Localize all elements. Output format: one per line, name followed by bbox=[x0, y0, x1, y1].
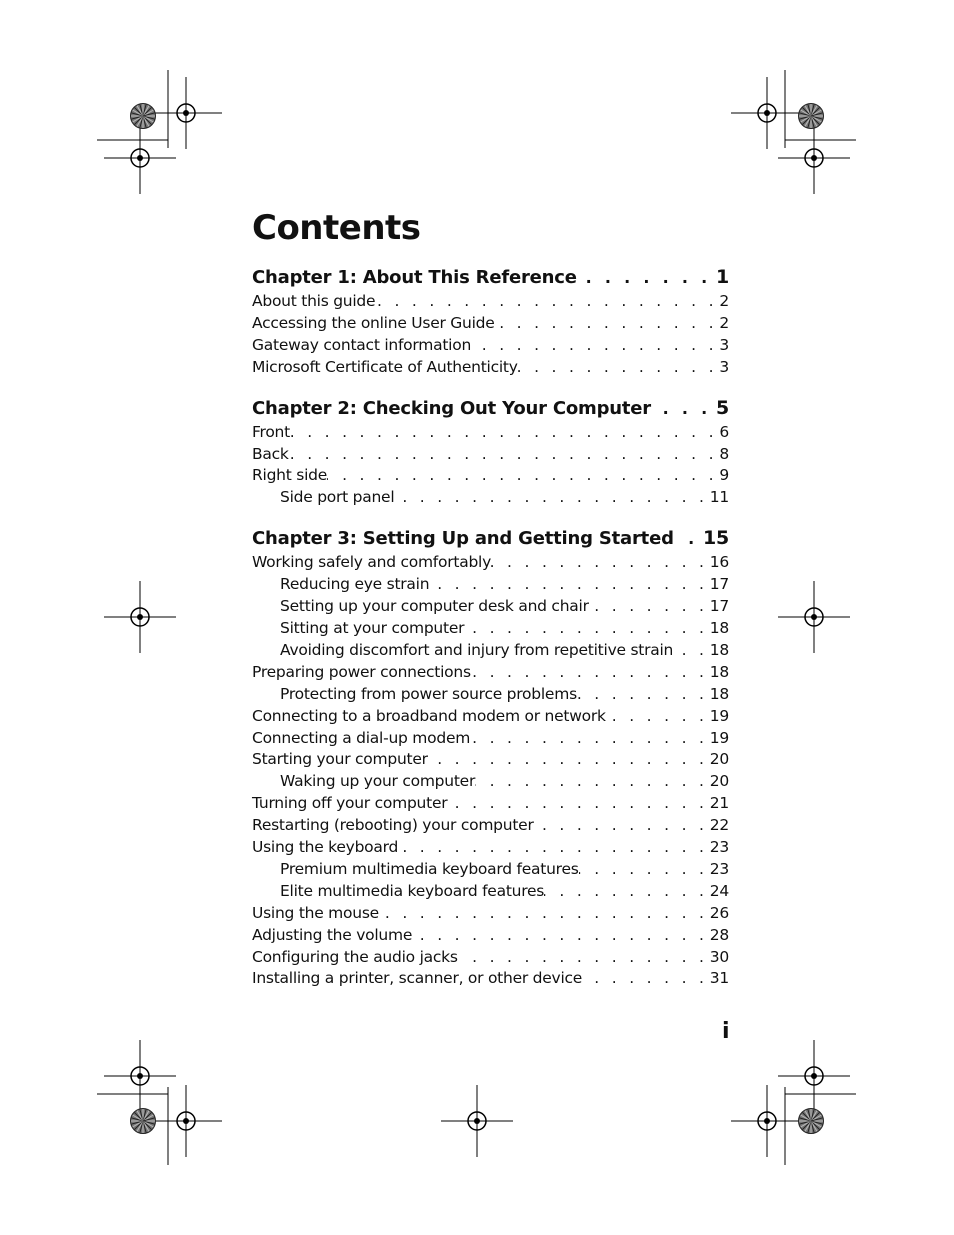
dot-leader bbox=[475, 771, 708, 793]
toc-entry-page: 20 bbox=[709, 750, 729, 769]
toc-entry-page: 19 bbox=[709, 706, 729, 725]
toc-entry-title: Starting your computer bbox=[252, 750, 428, 769]
dot-leader bbox=[577, 266, 711, 290]
toc-entry-page: 8 bbox=[719, 444, 729, 463]
registration-target-dot bbox=[811, 614, 817, 620]
toc-entry[interactable] bbox=[252, 422, 729, 444]
toc-entry[interactable] bbox=[252, 968, 729, 990]
toc-entry-page: 28 bbox=[709, 925, 729, 944]
toc-entry[interactable] bbox=[252, 706, 729, 728]
toc-entry-title: Reducing eye strain bbox=[280, 575, 430, 594]
toc-entry[interactable] bbox=[252, 487, 729, 509]
toc-entry-page: 16 bbox=[709, 553, 729, 572]
dot-leader bbox=[674, 527, 698, 551]
toc-entry-title: Waking up your computer bbox=[280, 772, 476, 791]
toc-entry-title: Connecting to a broadband modem or network bbox=[252, 706, 606, 725]
toc-chapter-heading[interactable] bbox=[252, 265, 729, 290]
registration-target-dot bbox=[183, 1118, 189, 1124]
chapter-page: 5 bbox=[715, 396, 729, 419]
toc-entry-page: 18 bbox=[709, 684, 729, 703]
chapter-number: Chapter 1: bbox=[252, 267, 357, 288]
toc-entry-title: Using the mouse bbox=[252, 903, 379, 922]
toc-entry-page: 26 bbox=[709, 903, 729, 922]
toc-entry-page: 2 bbox=[719, 292, 729, 310]
dot-leader bbox=[327, 465, 717, 487]
toc-entry-page: 3 bbox=[719, 335, 729, 354]
toc-entry[interactable] bbox=[252, 444, 729, 466]
toc-entry-title: Installing a printer, scanner, or other device bbox=[252, 969, 583, 988]
dot-leader bbox=[470, 728, 708, 750]
toc-entry-title: Back bbox=[252, 444, 289, 463]
toc-entry-title: Accessing the online User Guide bbox=[252, 313, 495, 332]
toc-entry[interactable] bbox=[252, 771, 729, 793]
toc-entry-title: Connecting a dial-up modem bbox=[252, 728, 471, 747]
toc-entry-page: 18 bbox=[709, 618, 729, 637]
toc-entry[interactable] bbox=[252, 903, 729, 925]
toc-entry-title: About this guide bbox=[252, 292, 376, 310]
toc-entry-page: 23 bbox=[709, 838, 729, 857]
chapter-number: Chapter 3: bbox=[252, 528, 357, 550]
toc-chapter-group bbox=[252, 265, 729, 379]
toc-entry-title: Restarting (rebooting) your computer bbox=[252, 816, 534, 835]
dot-leader bbox=[534, 815, 708, 837]
dot-leader bbox=[491, 552, 708, 574]
toc-entry[interactable] bbox=[252, 618, 729, 640]
toc-entry-page: 19 bbox=[709, 728, 729, 747]
dot-leader bbox=[471, 662, 708, 684]
toc-entry-title: Microsoft Certificate of Authenticity bbox=[252, 357, 518, 376]
registration-target-dot bbox=[811, 155, 817, 161]
dot-leader bbox=[394, 487, 707, 509]
toc-entry[interactable] bbox=[252, 574, 729, 596]
toc-entry[interactable] bbox=[252, 662, 729, 684]
dot-leader bbox=[447, 793, 707, 815]
toc-chapter-heading[interactable] bbox=[252, 526, 729, 551]
toc-entry[interactable] bbox=[252, 335, 729, 357]
chapter-title: Checking Out Your Computer bbox=[362, 397, 651, 419]
dot-leader bbox=[518, 357, 718, 379]
toc-entry-title: Side port panel bbox=[280, 488, 395, 507]
toc-entry-page: 24 bbox=[709, 881, 729, 900]
toc-entry-title: Front bbox=[252, 422, 290, 441]
toc-entry-title: Working safely and comfortably bbox=[252, 553, 492, 572]
dot-leader bbox=[651, 397, 711, 421]
toc-entry-page: 9 bbox=[719, 466, 729, 485]
toc-entry[interactable] bbox=[252, 925, 729, 947]
dot-leader bbox=[544, 881, 708, 903]
registration-target-dot bbox=[137, 614, 143, 620]
chapter-number: Chapter 2: bbox=[252, 397, 357, 419]
toc-entry[interactable] bbox=[252, 859, 729, 881]
toc-entry[interactable] bbox=[252, 815, 729, 837]
toc-entry[interactable] bbox=[252, 640, 729, 662]
toc-entry-title: Sitting at your computer bbox=[280, 618, 465, 637]
dot-leader bbox=[398, 837, 708, 859]
registration-target-dot bbox=[811, 1073, 817, 1079]
toc-entry-page: 23 bbox=[709, 859, 729, 878]
dot-leader bbox=[428, 749, 708, 771]
toc-entry-title: Avoiding discomfort and injury from repetitive strain bbox=[280, 640, 674, 659]
toc-entry-page: 6 bbox=[719, 422, 729, 441]
table-of-contents bbox=[252, 265, 729, 990]
toc-entry[interactable] bbox=[252, 793, 729, 815]
toc-chapter-group bbox=[252, 396, 729, 510]
dot-leader bbox=[495, 313, 718, 335]
toc-entry-title: Premium multimedia keyboard features bbox=[280, 859, 579, 878]
toc-entry-title: Setting up your computer desk and chair bbox=[280, 597, 589, 616]
dot-leader bbox=[375, 291, 717, 313]
chapter-title: About This Reference bbox=[362, 267, 577, 288]
toc-chapter-group bbox=[252, 526, 729, 990]
toc-entry-page: 31 bbox=[709, 969, 729, 988]
toc-entry-page: 18 bbox=[709, 662, 729, 681]
chapter-page: 1 bbox=[715, 266, 729, 288]
dot-leader bbox=[577, 684, 708, 706]
dot-leader bbox=[289, 444, 718, 466]
toc-entry-title: Protecting from power source problems bbox=[280, 684, 577, 703]
dot-leader bbox=[582, 968, 708, 990]
registration-target-dot bbox=[764, 110, 770, 116]
toc-chapter-heading[interactable] bbox=[252, 396, 729, 421]
toc-entry[interactable] bbox=[252, 465, 729, 487]
toc-entry[interactable] bbox=[252, 749, 729, 771]
toc-entry-title: Using the keyboard bbox=[252, 838, 399, 857]
page-title: Contents bbox=[252, 208, 421, 248]
toc-entry[interactable] bbox=[252, 881, 729, 903]
registration-target-dot bbox=[137, 155, 143, 161]
toc-entry-title: Preparing power connections bbox=[252, 662, 471, 681]
toc-entry-page: 2 bbox=[719, 313, 729, 332]
toc-entry[interactable] bbox=[252, 291, 729, 313]
dot-leader bbox=[673, 640, 708, 662]
toc-entry[interactable] bbox=[252, 596, 729, 618]
toc-entry-title: Gateway contact information bbox=[252, 335, 472, 354]
toc-entry-title: Adjusting the volume bbox=[252, 925, 413, 944]
dot-leader bbox=[290, 422, 717, 444]
toc-entry-title: Elite multimedia keyboard features bbox=[280, 881, 545, 900]
registration-target-dot bbox=[474, 1118, 480, 1124]
chapter-title: Setting Up and Getting Started bbox=[362, 528, 674, 550]
toc-entry-page: 22 bbox=[709, 816, 729, 835]
toc-entry-title: Right side bbox=[252, 466, 327, 485]
toc-entry-page: 18 bbox=[709, 640, 729, 659]
dot-leader bbox=[606, 706, 708, 728]
chapter-page: 15 bbox=[702, 527, 729, 550]
dot-leader bbox=[412, 925, 708, 947]
toc-entry-title: Turning off your computer bbox=[252, 794, 448, 813]
toc-entry-page: 3 bbox=[719, 357, 729, 376]
toc-entry[interactable] bbox=[252, 313, 729, 335]
toc-entry-title: Configuring the audio jacks bbox=[252, 947, 458, 966]
dot-leader bbox=[464, 618, 708, 640]
dot-leader bbox=[579, 859, 708, 881]
dot-leader bbox=[429, 574, 707, 596]
dot-leader bbox=[471, 335, 717, 357]
toc-entry-page: 21 bbox=[709, 794, 729, 813]
toc-entry-page: 30 bbox=[709, 947, 729, 966]
toc-entry-page: 17 bbox=[709, 597, 729, 616]
toc-entry[interactable] bbox=[252, 837, 729, 859]
dot-leader bbox=[379, 903, 708, 925]
dot-leader bbox=[458, 947, 708, 969]
toc-entry-page: 17 bbox=[709, 575, 729, 594]
registration-target-dot bbox=[764, 1118, 770, 1124]
toc-entry[interactable] bbox=[252, 684, 729, 706]
registration-target-dot bbox=[183, 110, 189, 116]
toc-entry[interactable] bbox=[252, 947, 729, 969]
registration-target-dot bbox=[137, 1073, 143, 1079]
toc-entry-page: 20 bbox=[709, 772, 729, 791]
toc-entry[interactable] bbox=[252, 728, 729, 750]
toc-entry[interactable] bbox=[252, 357, 729, 379]
dot-leader bbox=[589, 596, 708, 618]
toc-entry-page: 11 bbox=[709, 488, 729, 507]
toc-entry[interactable] bbox=[252, 552, 729, 574]
page-number: i bbox=[722, 1019, 730, 1044]
